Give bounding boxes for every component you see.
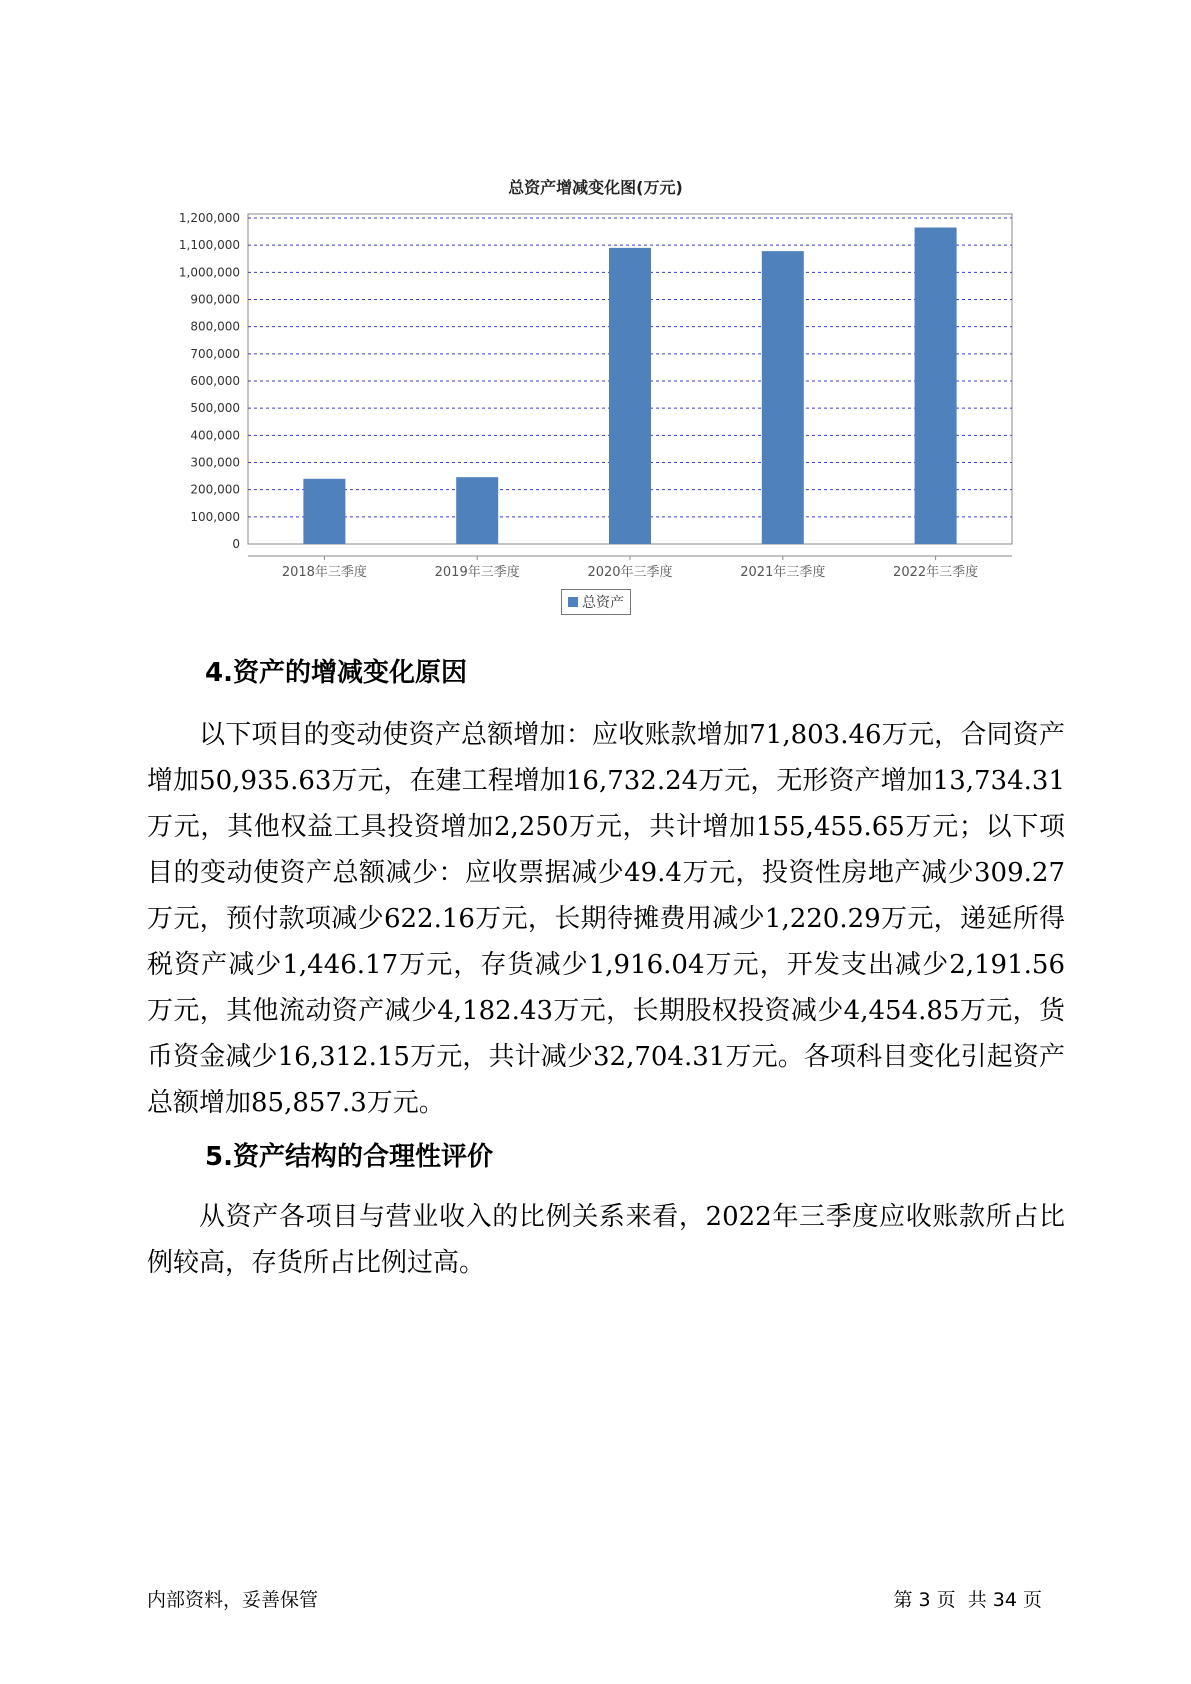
legend-label: 总资产 bbox=[582, 595, 624, 611]
y-tick-label: 600,000 bbox=[190, 374, 240, 388]
section-heading-asset-change-reasons: 4.资产的增减变化原因 bbox=[205, 658, 467, 688]
y-tick-label: 0 bbox=[232, 537, 240, 551]
y-tick-label: 400,000 bbox=[190, 428, 240, 443]
x-tick-label: 2022年三季度 bbox=[893, 565, 979, 580]
chart-title: 总资产增减变化图(万元) bbox=[508, 178, 683, 197]
y-tick-label: 100,000 bbox=[190, 509, 240, 524]
y-tick-label: 200,000 bbox=[190, 482, 240, 497]
y-tick-label: 700,000 bbox=[190, 346, 240, 361]
section-heading-asset-structure-evaluation: 5.资产结构的合理性评价 bbox=[205, 1142, 493, 1172]
y-tick-label: 300,000 bbox=[190, 455, 240, 470]
paragraph-asset-structure-evaluation: 从资产各项目与营业收入的比例关系来看，2022年三季度应收账款所占比例较高，存货所占比例过高。 bbox=[147, 1202, 1065, 1278]
bar-2019年三季度 bbox=[456, 477, 498, 544]
x-tick-label: 2020年三季度 bbox=[587, 565, 673, 580]
legend-swatch bbox=[568, 597, 578, 607]
footer-confidential-note: 内部资料，妥善保管 bbox=[147, 1589, 319, 1611]
paragraph-asset-change-reasons: 以下项目的变动使资产总额增加：应收账款增加71,803.46万元，合同资产增加50,935.63万元，在建工程增加16,732.24万元，无形资产增加13,734.31万元，其他权益工具投资增加2,250万元，共计增加155,455.65万元；以下项目的变动使资产总额减少：应收票据减少49.4万元，投资性房地产减少309.27万元，预付款项减少622.16万元，长期待摊费用减少1,220.29万元，递延所得税资产减少1,446.17万元，存货减少1,916.04万元，开发支出减少2,191.56万元，其他流动资产减少4,182.43万元，长期股权投资减少4,454.85万元，货币资金减少16,312.15万元，共计减少32,704.31万元。各项科目变化引起资产总额增加85,857.3万元。 bbox=[147, 720, 1065, 1118]
footer-page-number: 第 3 页 共 34 页 bbox=[893, 1589, 1042, 1611]
bar-2018年三季度 bbox=[303, 479, 345, 544]
total-assets-bar-chart bbox=[0, 0, 1191, 640]
chart-legend bbox=[561, 589, 631, 615]
bar-2022年三季度 bbox=[915, 228, 957, 544]
y-tick-label: 900,000 bbox=[190, 292, 240, 307]
y-tick-label: 500,000 bbox=[190, 401, 240, 416]
y-tick-label: 1,200,000 bbox=[178, 211, 240, 225]
y-tick-label: 1,000,000 bbox=[178, 265, 240, 280]
bar-2020年三季度 bbox=[609, 248, 651, 544]
x-tick-label: 2018年三季度 bbox=[281, 565, 367, 580]
x-tick-label: 2021年三季度 bbox=[740, 565, 826, 580]
y-tick-label: 800,000 bbox=[190, 319, 240, 334]
y-tick-label: 1,100,000 bbox=[178, 238, 240, 253]
x-tick-label: 2019年三季度 bbox=[434, 565, 520, 580]
bar-2021年三季度 bbox=[762, 251, 804, 544]
